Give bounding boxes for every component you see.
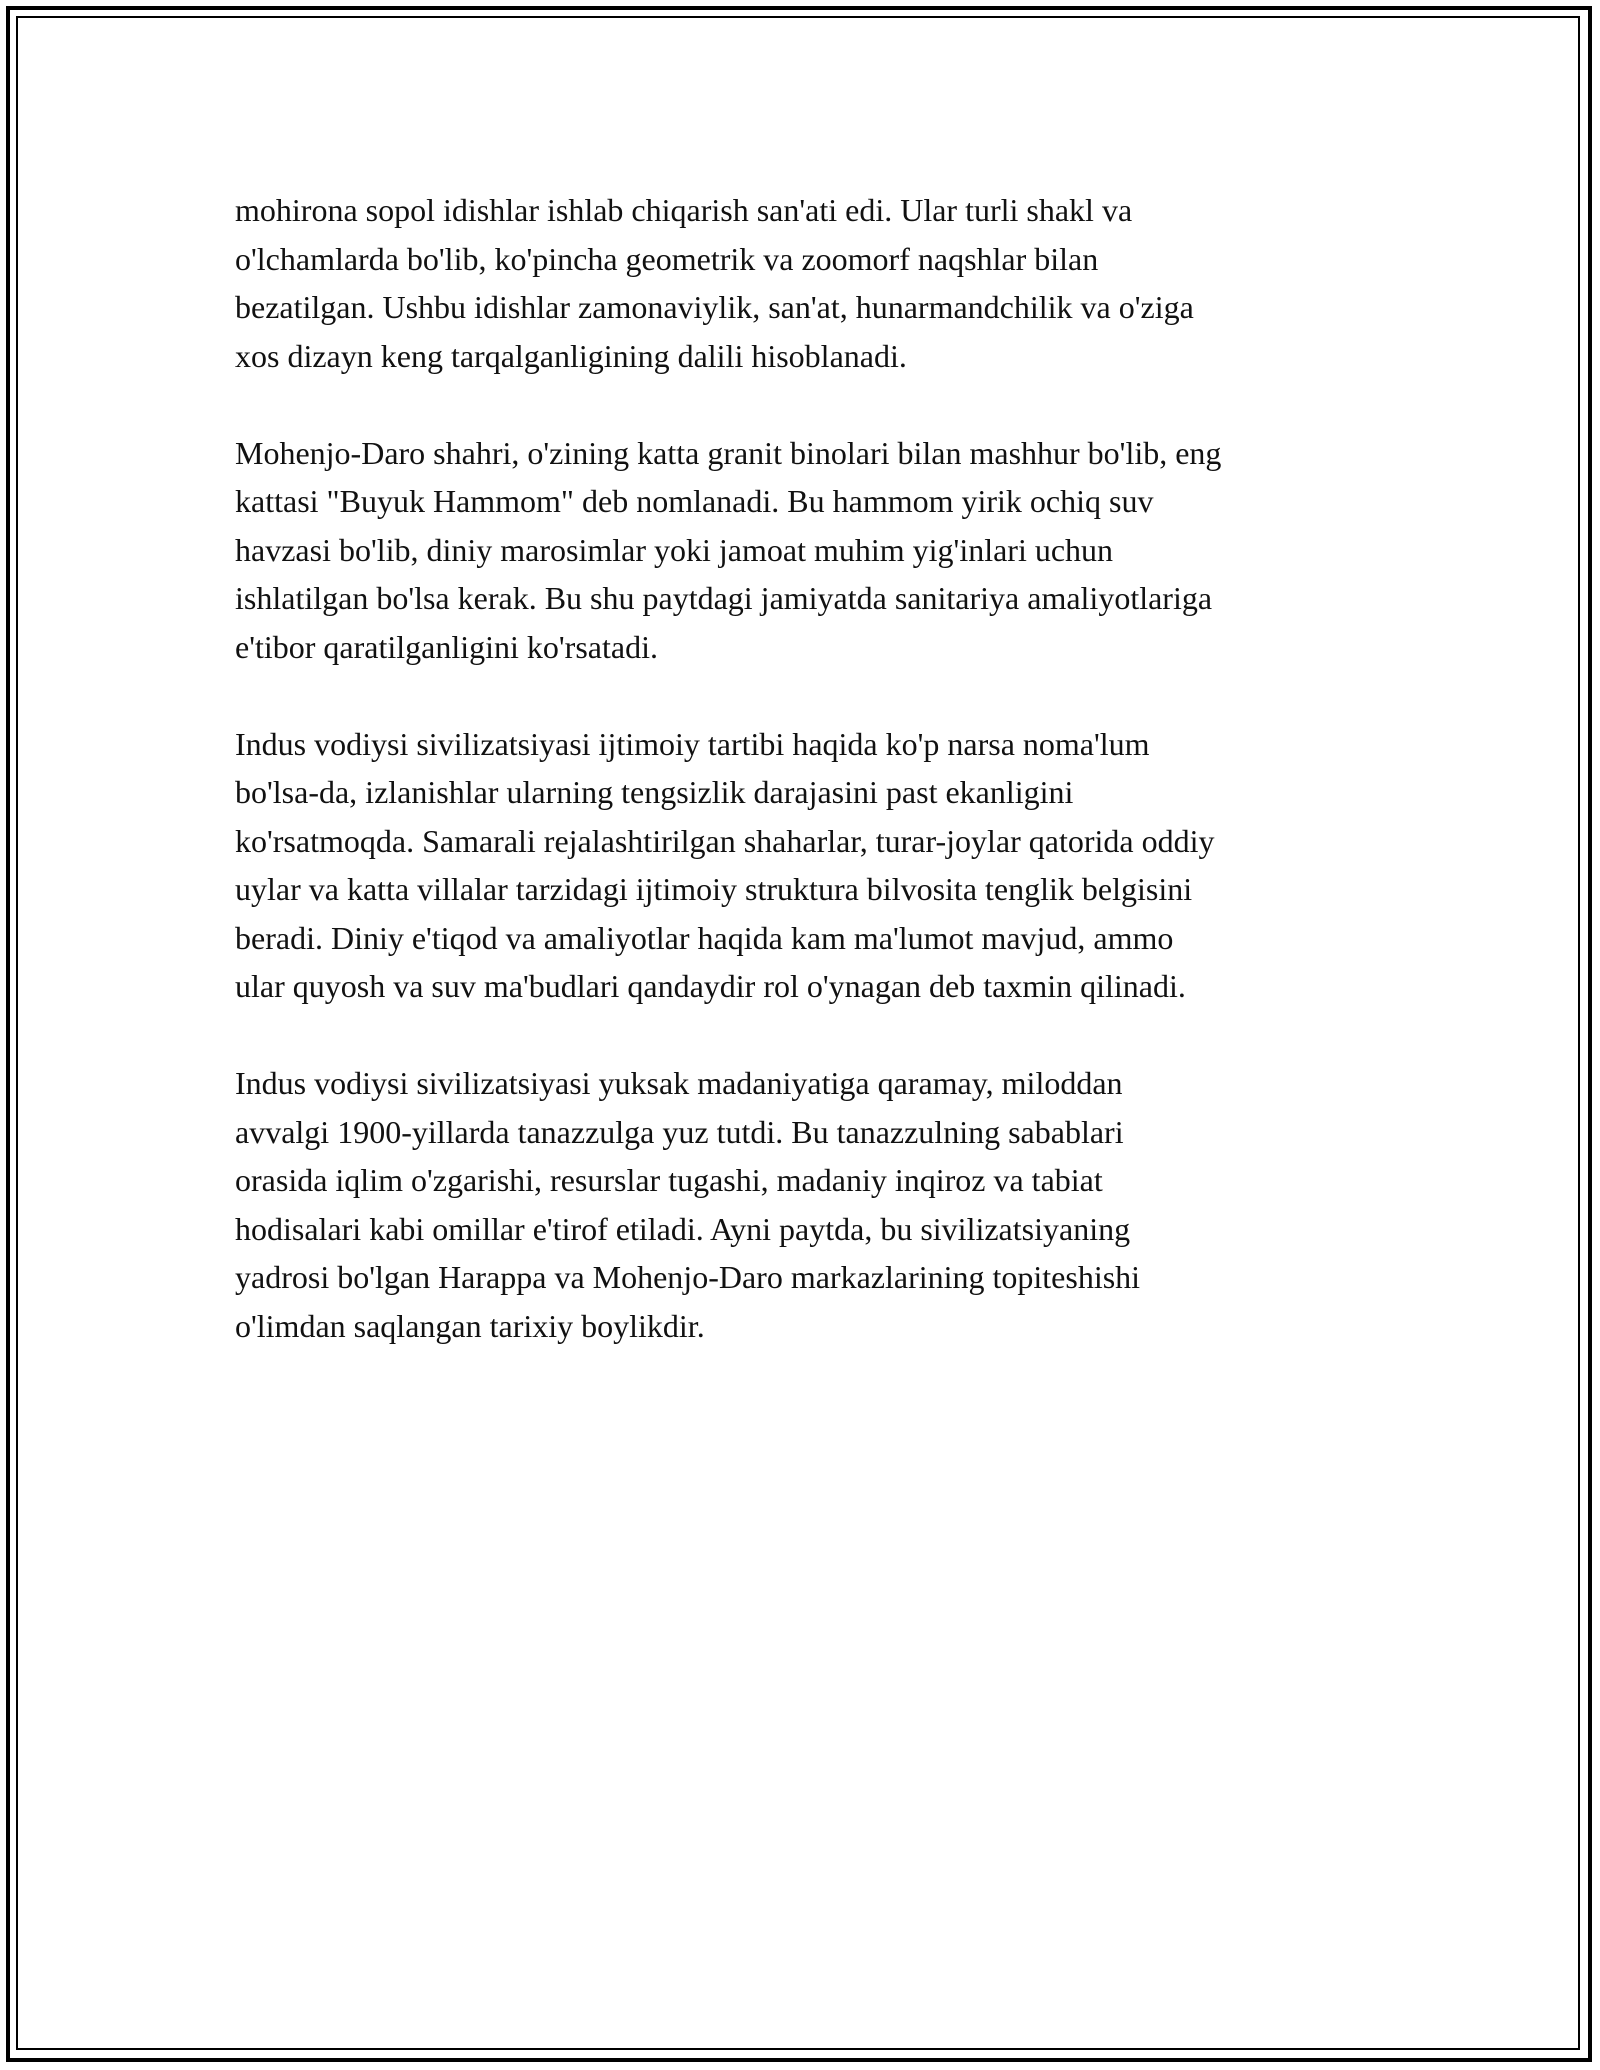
text-line: bo'lsa-da, izlanishlar ularning tengsizlik darajasini past ekanligini <box>235 774 1074 810</box>
text-line: Indus vodiysi sivilizatsiyasi ijtimoiy tartibi haqida ko'p narsa noma'lum <box>235 725 1150 762</box>
text-line: e'tibor qaratilganligini ko'rsatadi. <box>235 628 658 665</box>
text-line: kattasi "Buyuk Hammom" deb nomlanadi. Bu hammom yirik ochiq suv <box>235 483 1154 519</box>
paragraph-pottery <box>235 186 1385 380</box>
paragraph-mohenjo-daro <box>235 429 1385 672</box>
text-line: xos dizayn keng tarqalganligining dalili hisoblanadi. <box>235 337 907 374</box>
paragraph-social-order <box>235 720 1385 1011</box>
text-line: Indus vodiysi sivilizatsiyasi yuksak madaniyatiga qaramay, miloddan <box>235 1065 1123 1101</box>
text-line: o'lchamlarda bo'lib, ko'pincha geometrik va zoomorf naqshlar bilan <box>235 240 1099 277</box>
text-line: ishlatilgan bo'lsa kerak. Bu shu paytdagi jamiyatda sanitariya amaliyotlariga <box>235 580 1213 616</box>
document-body <box>235 186 1385 1399</box>
text-line: mohirona sopol idishlar ishlab chiqarish san'ati edi. Ular turli shakl va <box>235 192 1133 228</box>
paragraph-decline <box>235 1059 1385 1350</box>
text-line: o'limdan saqlangan tarixiy boylikdir. <box>235 1307 705 1344</box>
text-line: bezatilgan. Ushbu idishlar zamonaviylik, san'at, hunarmandchilik va o'ziga <box>235 289 1194 325</box>
text-line: hodisalari kabi omillar e'tirof etiladi. Ayni paytda, bu sivilizatsiyaning <box>235 1210 1131 1247</box>
text-line: orasida iqlim o'zgarishi, resurslar tugashi, madaniy inqiroz va tabiat <box>235 1162 1103 1198</box>
text-line: ular quyosh va suv ma'budlari qandaydir rol o'ynagan deb taxmin qilinadi. <box>235 968 1186 1004</box>
text-line: uylar va katta villalar tarzidagi ijtimoiy struktura bilvosita tenglik belgisini <box>235 871 1193 907</box>
text-line: yadrosi bo'lgan Harappa va Mohenjo-Daro markazlarining topiteshishi <box>235 1259 1141 1295</box>
text-line: avvalgi 1900-yillarda tanazzulga yuz tutdi. Bu tanazzulning sabablari <box>235 1113 1124 1150</box>
text-line: Mohenjo-Daro shahri, o'zining katta granit binolari bilan mashhur bo'lib, eng <box>235 434 1222 471</box>
text-line: ko'rsatmoqda. Samarali rejalashtirilgan shaharlar, turar-joylar qatorida oddiy <box>235 822 1215 859</box>
text-line: beradi. Diniy e'tiqod va amaliyotlar haqida kam ma'lumot mavjud, ammo <box>235 919 1174 956</box>
text-line: havzasi bo'lib, diniy marosimlar yoki jamoat muhim yig'inlari uchun <box>235 531 1114 568</box>
